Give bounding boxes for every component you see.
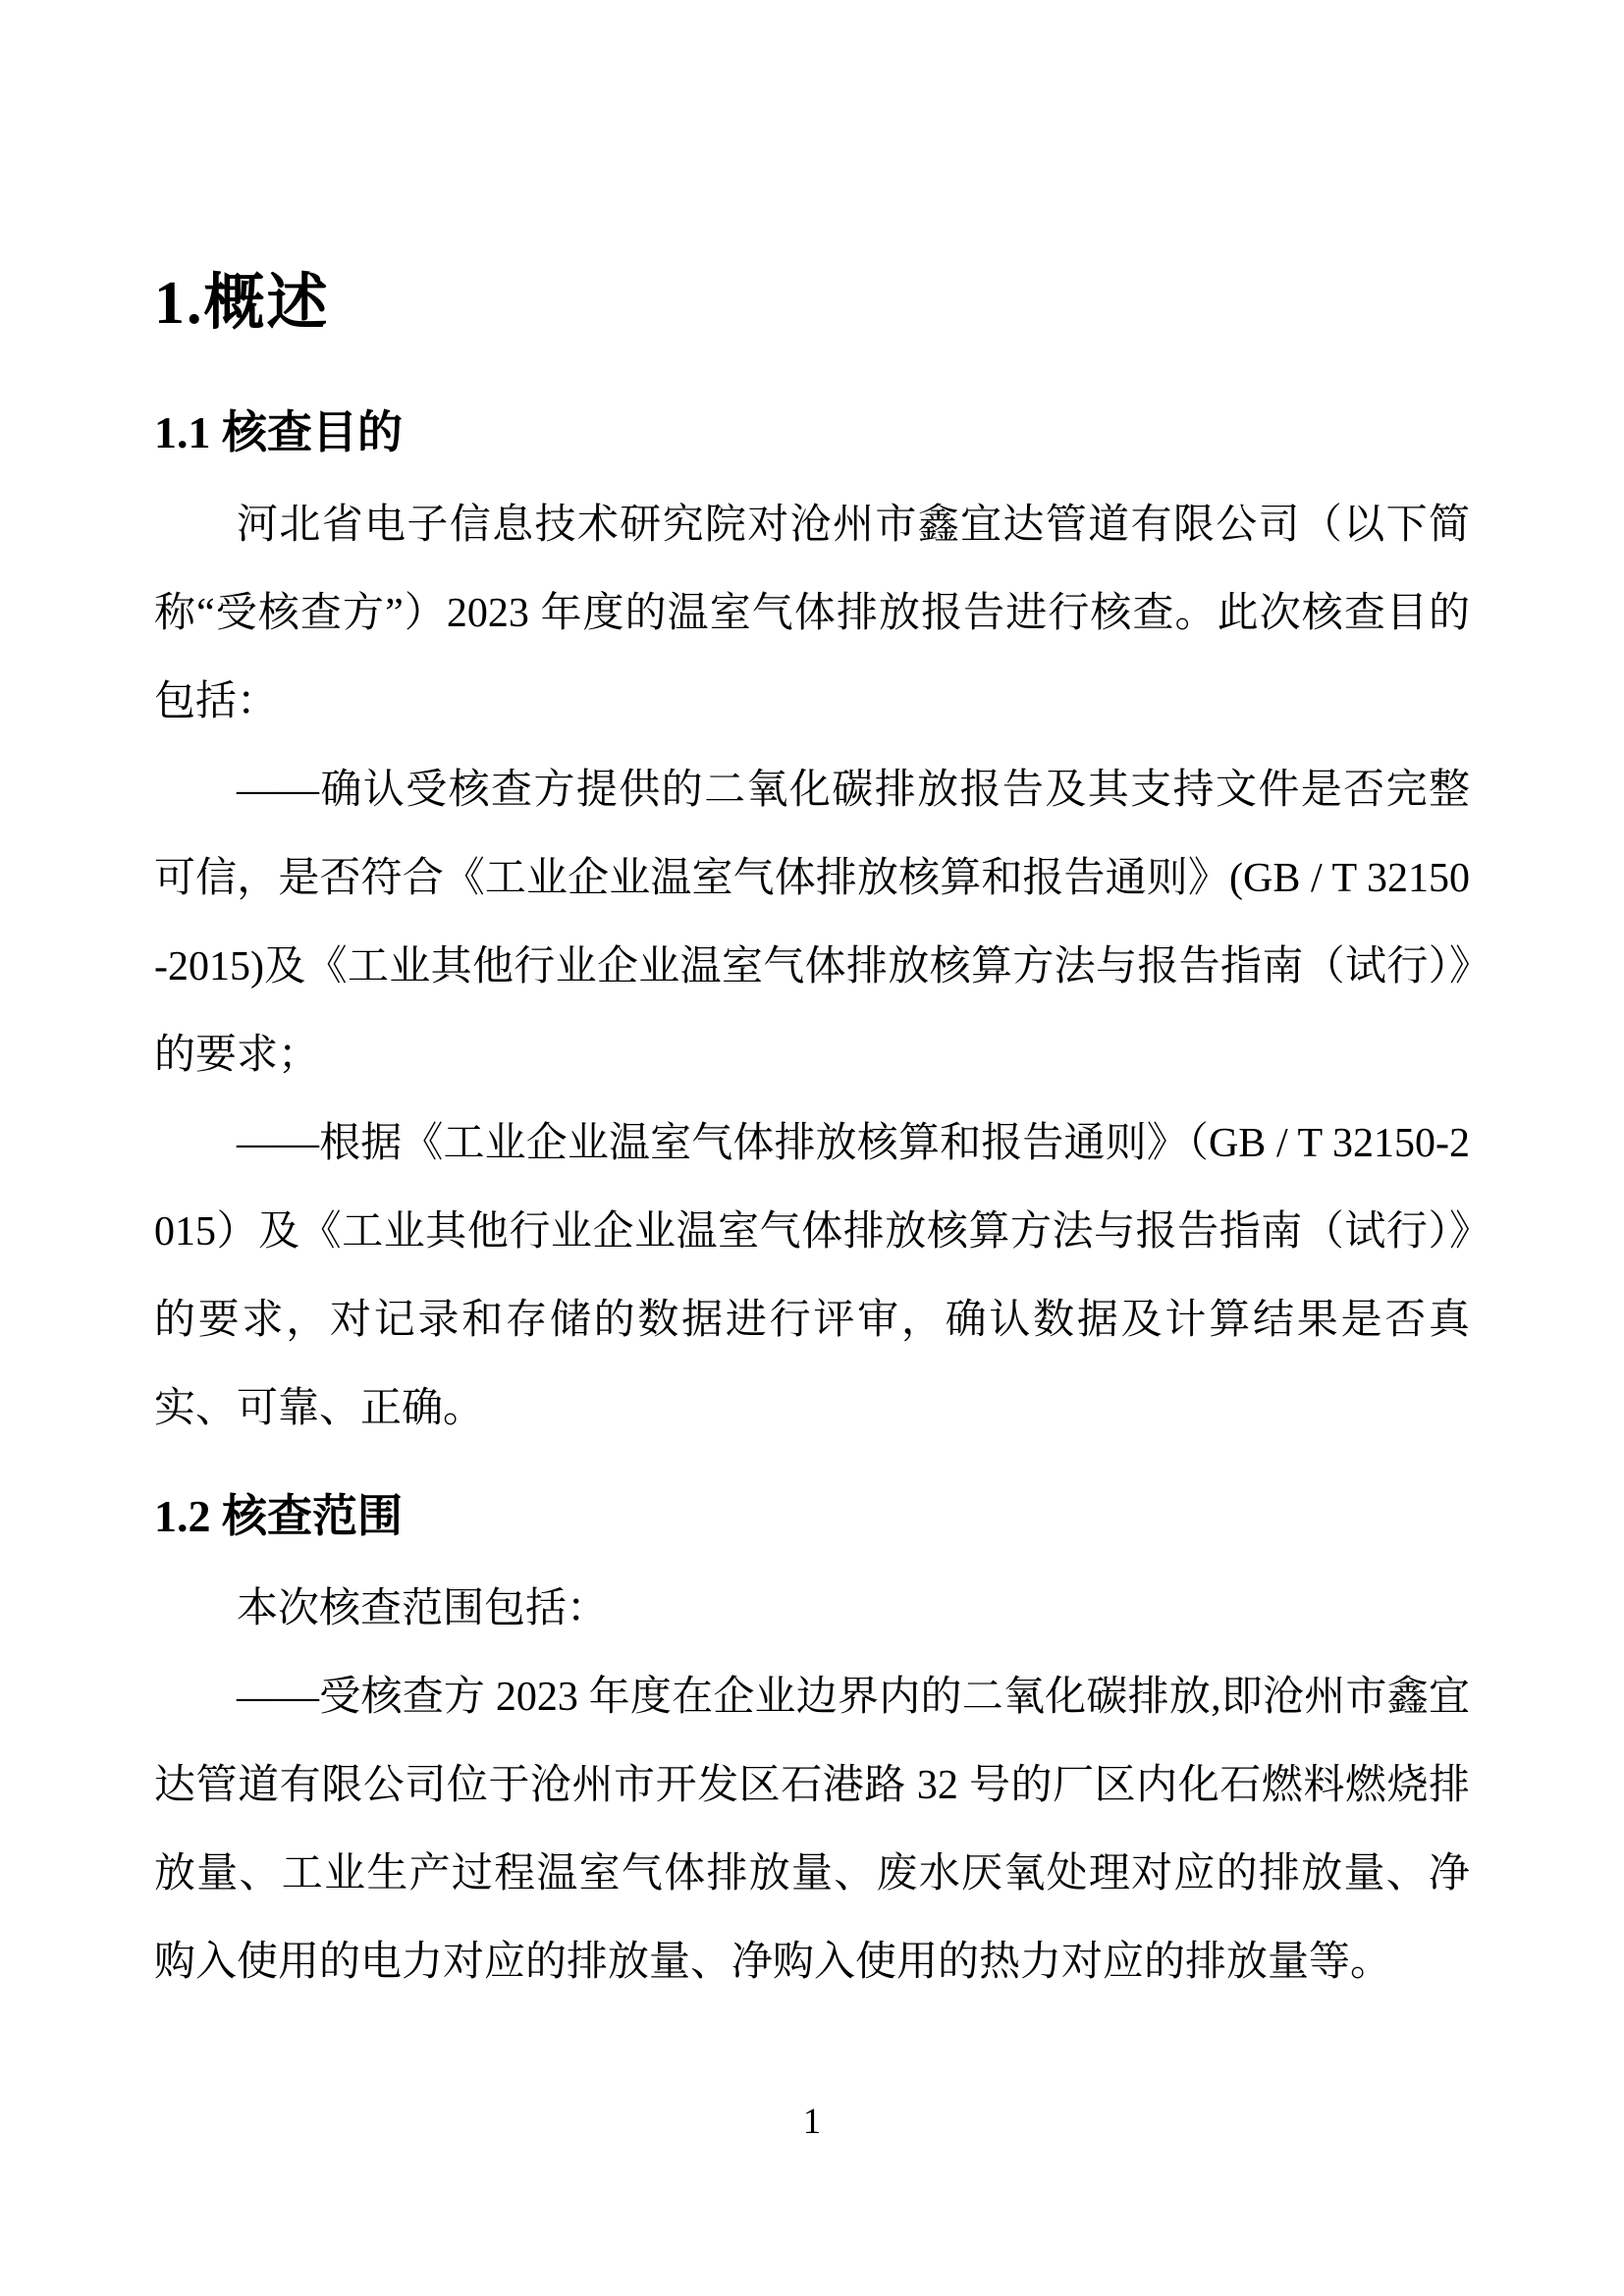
section-heading-1-1: 1.1 核查目的 — [154, 407, 403, 457]
paragraph: ——受核查方 2023 年度在企业边界内的二氧化碳排放,即沧州市鑫宜达管道有限公司位于沧州市开发区石港路 32 号的厂区内化石燃料燃烧排放量、工业生产过程温室气体排放量、废水厌氧处理对应的排放量、净购入使用的电力对应的排放量、净购入使用的热力对应的排放量等。 — [154, 1675, 1470, 1985]
paragraph: 本次核查范围包括： — [237, 1586, 609, 1631]
doc-title: 1.概述 — [154, 270, 330, 337]
page-number: 1 — [802, 2102, 822, 2142]
paragraph: ——根据《工业企业温室气体排放核算和报告通则》（GB / T 32150-2015）及《工业其他行业企业温室气体排放核算方法与报告指南（试行）》的要求，对记录和存储的数据进行评审，确认数据及计算结果是否真实、可靠、正确。 — [154, 1121, 1470, 1431]
paragraph: ——确认受核查方提供的二氧化碳排放报告及其支持文件是否完整可信，是否符合《工业企业温室气体排放核算和报告通则》(GB / T 32150-2015)及《工业其他行业企业温室气体排放核算方法与报告指南（试行）》的要求； — [154, 768, 1470, 1078]
section-heading-1-2: 1.2 核查范围 — [154, 1491, 403, 1541]
paragraph: 河北省电子信息技术研究院对沧州市鑫宜达管道有限公司（以下简称“受核查方”）2023 年度的温室气体排放报告进行核查。此次核查目的包括： — [154, 503, 1470, 724]
